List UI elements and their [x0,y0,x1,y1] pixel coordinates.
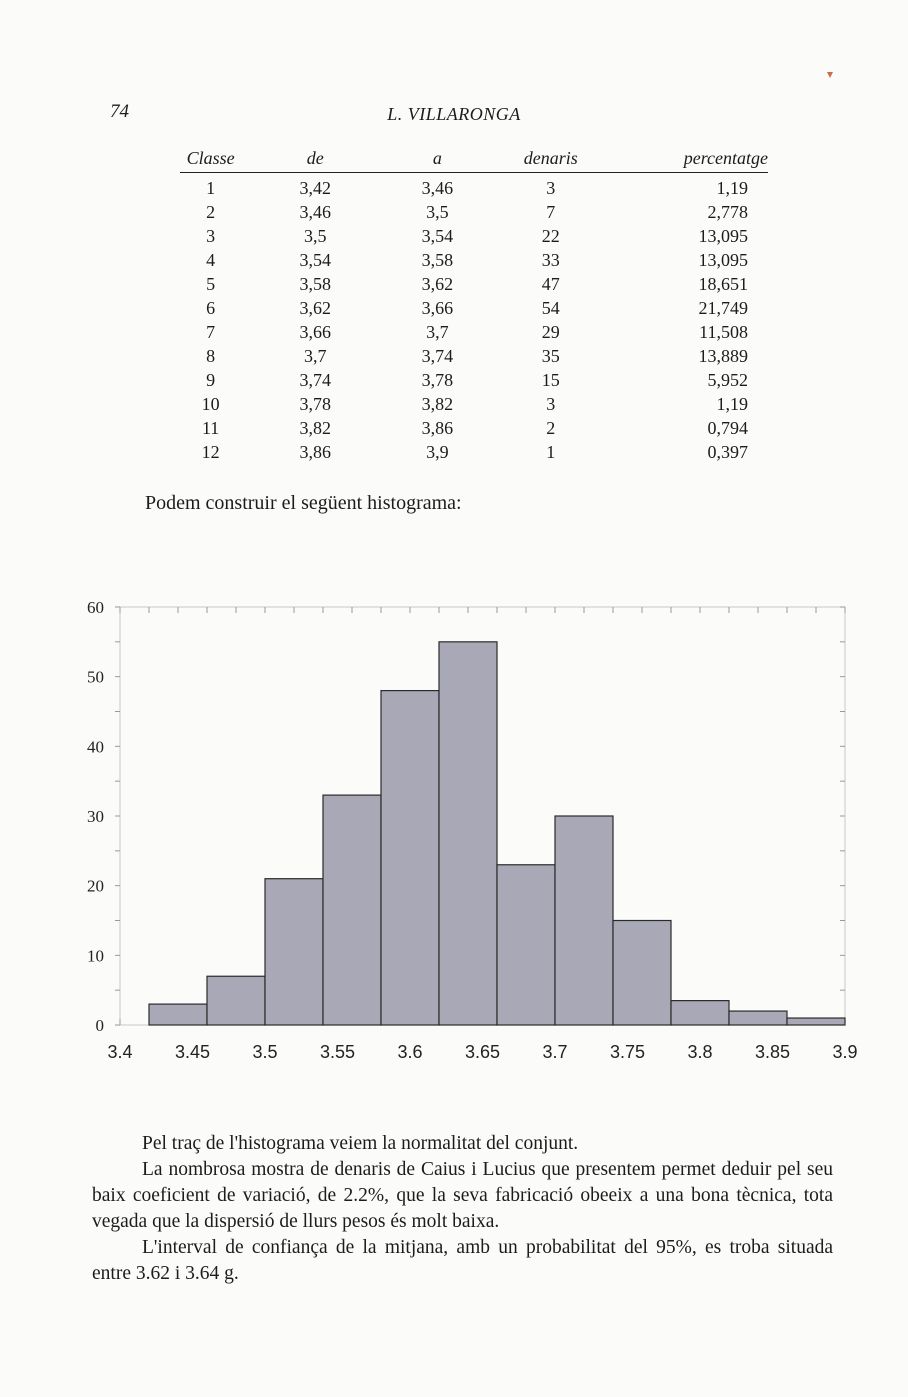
cell-de: 3,46 [299,202,332,222]
histogram-bar [149,1004,207,1025]
table-row [180,173,768,201]
x-tick-label: 3.85 [754,1042,791,1062]
cell-de: 3,86 [299,442,332,462]
cell-a: 3,78 [421,370,454,390]
cell-a: 3,5 [426,202,449,222]
cell-a: 3,46 [421,178,454,198]
cell-percentatge: 1,19 [716,394,748,414]
cell-de: 3,54 [299,250,332,270]
x-tick-label: 3.45 [174,1042,211,1062]
cell-denaris: 1 [546,442,556,462]
cell-percentatge: 13,095 [698,226,748,246]
table-header-row [180,147,768,173]
cell-percentatge: 0,794 [707,418,748,438]
col-header-denaris: denaris [523,147,578,168]
cell-denaris: 29 [541,322,560,342]
table-row [180,200,768,224]
table-row [180,272,768,296]
table-row [180,296,768,320]
cell-classe: 12 [201,442,220,462]
cell-denaris: 3 [546,178,556,198]
cell-percentatge: 1,19 [716,178,748,198]
x-tick-label: 3.4 [107,1042,133,1062]
cell-a: 3,9 [426,442,449,462]
cell-percentatge: 13,889 [698,346,748,366]
cell-de: 3,5 [304,226,327,246]
cell-classe: 3 [206,226,216,246]
corner-mark [827,72,833,78]
y-tick-label: 20 [87,876,104,896]
cell-a: 3,66 [421,298,454,318]
cell-a: 3,82 [421,394,454,414]
y-tick-label: 10 [87,946,104,966]
table-row [180,368,768,392]
cell-classe: 6 [206,298,216,318]
cell-classe: 11 [201,418,220,438]
cell-denaris: 2 [546,418,556,438]
cell-a: 3,86 [421,418,454,438]
table-row [180,320,768,344]
cell-de: 3,82 [299,418,332,438]
cell-de: 3,58 [299,274,332,294]
cell-percentatge: 2,778 [707,202,748,222]
col-header-percentatge: percentatge [683,147,768,168]
table-row [180,224,768,248]
paragraph: L'interval de confiança de la mitjana, amb un probabilitat del 95%, es troba situada entre 3.62 i 3.64 g. [92,1237,833,1284]
cell-classe: 7 [206,322,216,342]
cell-denaris: 3 [546,394,556,414]
cell-classe: 9 [206,370,216,390]
cell-percentatge: 18,651 [698,274,748,294]
histogram-bar [497,865,555,1025]
cell-classe: 4 [206,250,216,270]
cell-de: 3,7 [304,346,327,366]
table-row [180,416,768,440]
histogram-bar [613,921,671,1026]
cell-de: 3,42 [299,178,332,198]
cell-classe: 1 [206,178,216,198]
cell-classe: 10 [201,394,220,414]
histogram-bar [381,691,439,1025]
page-number: 74 [110,101,129,122]
cell-a: 3,58 [421,250,454,270]
cell-denaris: 15 [541,370,560,390]
table-row [180,248,768,272]
x-tick-label: 3.75 [609,1042,646,1062]
histogram-bar [787,1018,845,1025]
y-tick-label: 60 [87,598,104,617]
cell-a: 3,54 [421,226,454,246]
col-header-classe: Classe [186,147,235,168]
cell-denaris: 7 [546,202,556,222]
x-tick-label: 3.8 [687,1042,713,1062]
cell-denaris: 33 [541,250,560,270]
cell-a: 3,74 [421,346,454,366]
y-tick-label: 40 [87,737,104,757]
histogram-bar [265,879,323,1025]
x-tick-label: 3.9 [832,1042,858,1062]
cell-classe: 8 [206,346,216,366]
histogram-bar [207,976,265,1025]
cell-denaris: 35 [541,346,560,366]
intro-text: Podem construir el següent histograma: [145,492,462,514]
paragraph: Pel traç de l'histograma veiem la normalitat del conjunt. [142,1133,579,1154]
cell-de: 3,62 [299,298,332,318]
cell-a: 3,7 [426,322,449,342]
y-tick-label: 0 [95,1016,104,1035]
col-header-a: a [432,147,442,168]
data-table [180,147,768,464]
col-header-de: de [306,147,324,168]
cell-de: 3,66 [299,322,332,342]
histogram-bar [555,816,613,1025]
body-text [92,1131,833,1287]
cell-percentatge: 13,095 [698,250,748,270]
cell-denaris: 47 [541,274,560,294]
histogram-bar [439,642,497,1025]
cell-denaris: 22 [541,226,560,246]
histogram-bar [323,795,381,1025]
cell-de: 3,78 [299,394,332,414]
cell-percentatge: 11,508 [699,322,748,342]
y-tick-label: 30 [87,807,104,826]
cell-percentatge: 5,952 [707,370,748,390]
y-tick-label: 50 [87,667,104,687]
x-tick-label: 3.6 [397,1042,423,1062]
cell-denaris: 54 [541,298,560,318]
cell-classe: 2 [206,202,216,222]
histogram-bar [671,1001,729,1025]
x-tick-label: 3.7 [542,1042,568,1062]
cell-classe: 5 [206,274,216,294]
cell-percentatge: 21,749 [698,298,748,318]
table-row [180,440,768,464]
cell-a: 3,62 [421,274,454,294]
paragraph: La nombrosa mostra de denaris de Caius i Lucius que presentem permet deduir pel seu baix coeficient de variació, de 2.2%, que la seva fabricació obeeix a una bona tècnica, tota vegada que la dispersió de llurs pesos és molt baixa. [92,1159,833,1232]
x-tick-label: 3.5 [252,1042,278,1062]
table-row [180,344,768,368]
table-row [180,392,768,416]
table-body [180,173,768,465]
histogram-bar [729,1011,787,1025]
running-head: L. VILLARONGA [387,104,521,124]
x-tick-label: 3.65 [464,1042,501,1062]
cell-de: 3,74 [299,370,332,390]
cell-percentatge: 0,397 [707,442,748,462]
histogram [0,580,908,1080]
x-tick-label: 3.55 [319,1042,356,1062]
